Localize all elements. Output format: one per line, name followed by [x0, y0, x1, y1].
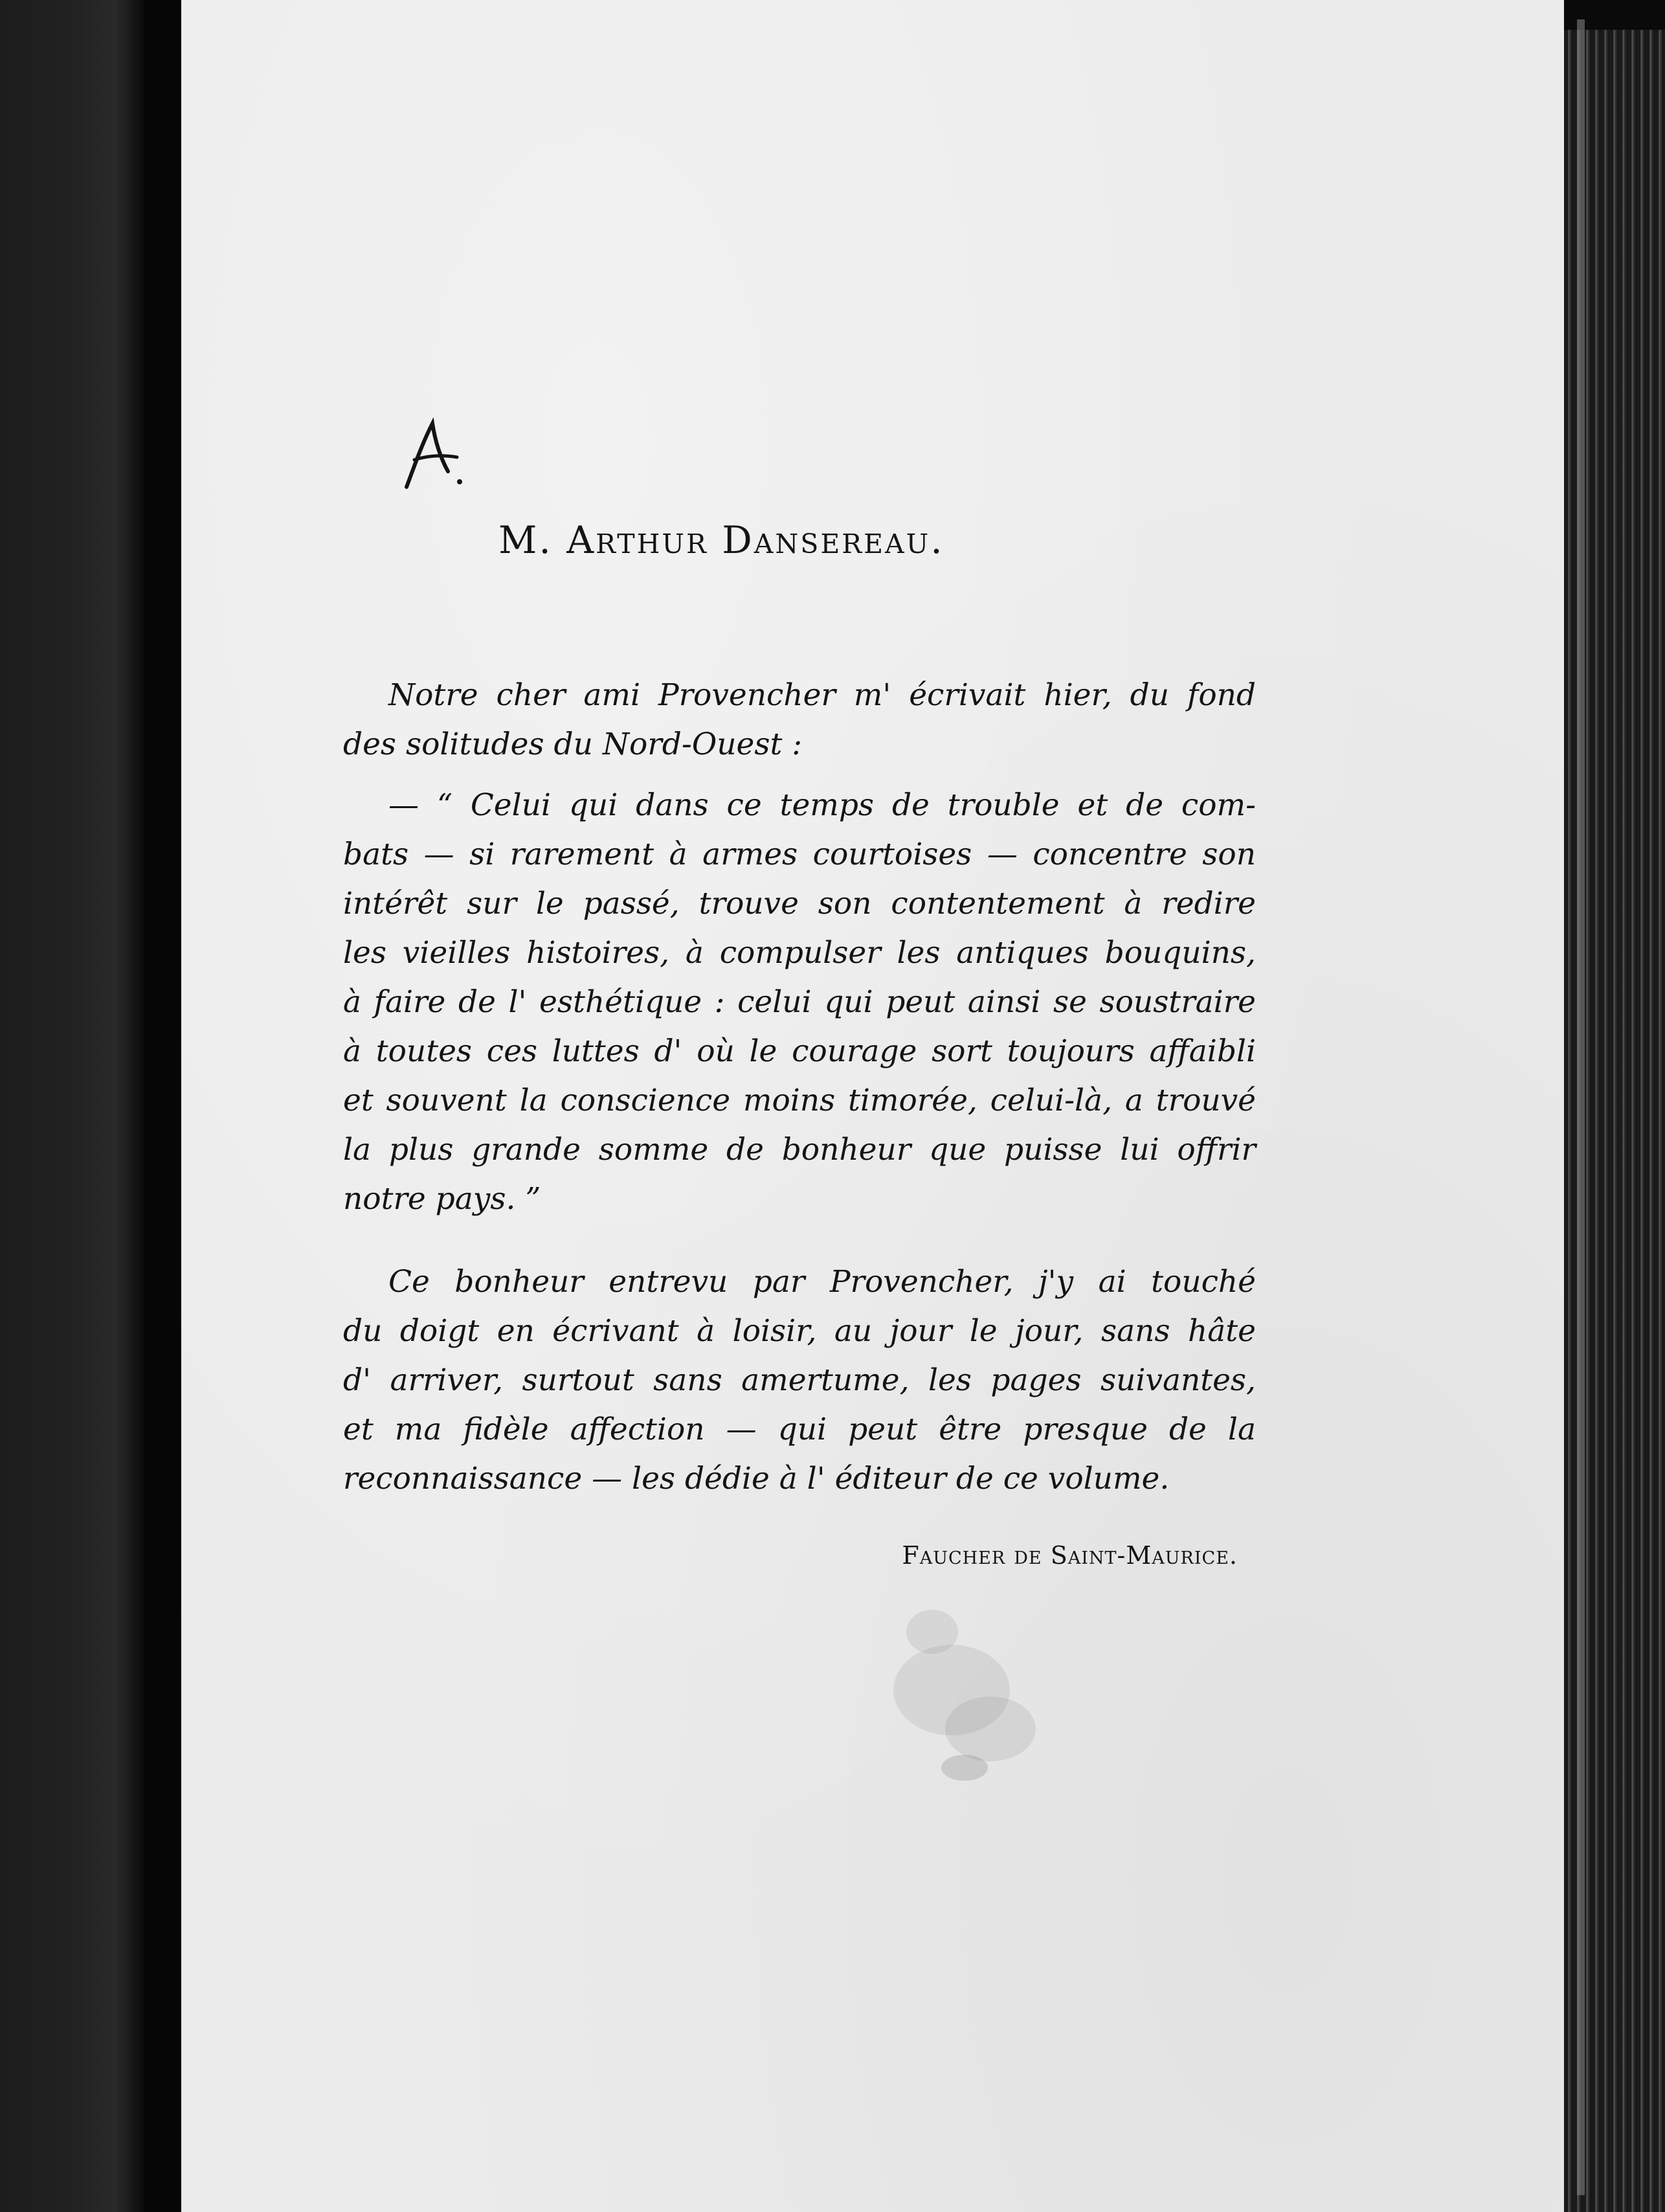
- text-line: reconnaissance — les dédie à l' éditeur de ce volume.: [343, 1461, 1170, 1496]
- page-stack-highlight: [1577, 19, 1585, 2195]
- left-scan-margin: [0, 0, 144, 2212]
- text-line: Notre cher ami Provencher m' écrivait hier, du fond: [388, 677, 1256, 713]
- text-line: des solitudes du Nord-Ouest :: [343, 727, 803, 762]
- text-line: la plus grande somme de bonheur que puisse lui offrir: [343, 1132, 1256, 1168]
- handwritten-a-mark: [395, 414, 466, 492]
- paragraph-dedication: [343, 1258, 1256, 1504]
- text-line: bats — si rarement à armes courtoises — concentre son: [343, 837, 1256, 872]
- text-line: les vieilles histoires, à compulser les antiques bouquins,: [343, 935, 1256, 971]
- text-line: et ma fidèle affection — qui peut être presque de la: [343, 1412, 1256, 1447]
- text-line: à faire de l' esthétique : celui qui peut ainsi se soustraire: [343, 984, 1256, 1020]
- text-line: d' arriver, surtout sans amertume, les pages suivantes,: [343, 1362, 1256, 1398]
- dedication-title: M. Arthur Dansereau.: [498, 518, 944, 562]
- paper-stain: [855, 1580, 1075, 1794]
- text-line: du doigt en écrivant à loisir, au jour le jour, sans hâte: [343, 1313, 1256, 1349]
- paragraph-quote: [343, 781, 1256, 1224]
- text-line: — “ Celui qui dans ce temps de trouble et de com-: [388, 787, 1256, 823]
- text-line: Ce bonheur entrevu par Provencher, j'y ai touché: [388, 1264, 1256, 1300]
- text-line: à toutes ces luttes d' où le courage sort toujours affaibli: [343, 1033, 1256, 1069]
- text-line: intérêt sur le passé, trouve son contentement à redire: [343, 886, 1256, 921]
- binding-edge: [144, 0, 181, 2212]
- text-line: notre pays. ”: [343, 1181, 541, 1217]
- text-line: et souvent la conscience moins timorée, celui-là, a trouvé: [343, 1083, 1256, 1118]
- author-signature: Faucher de Saint-Maurice.: [902, 1541, 1238, 1570]
- paragraph-intro: [343, 671, 1256, 769]
